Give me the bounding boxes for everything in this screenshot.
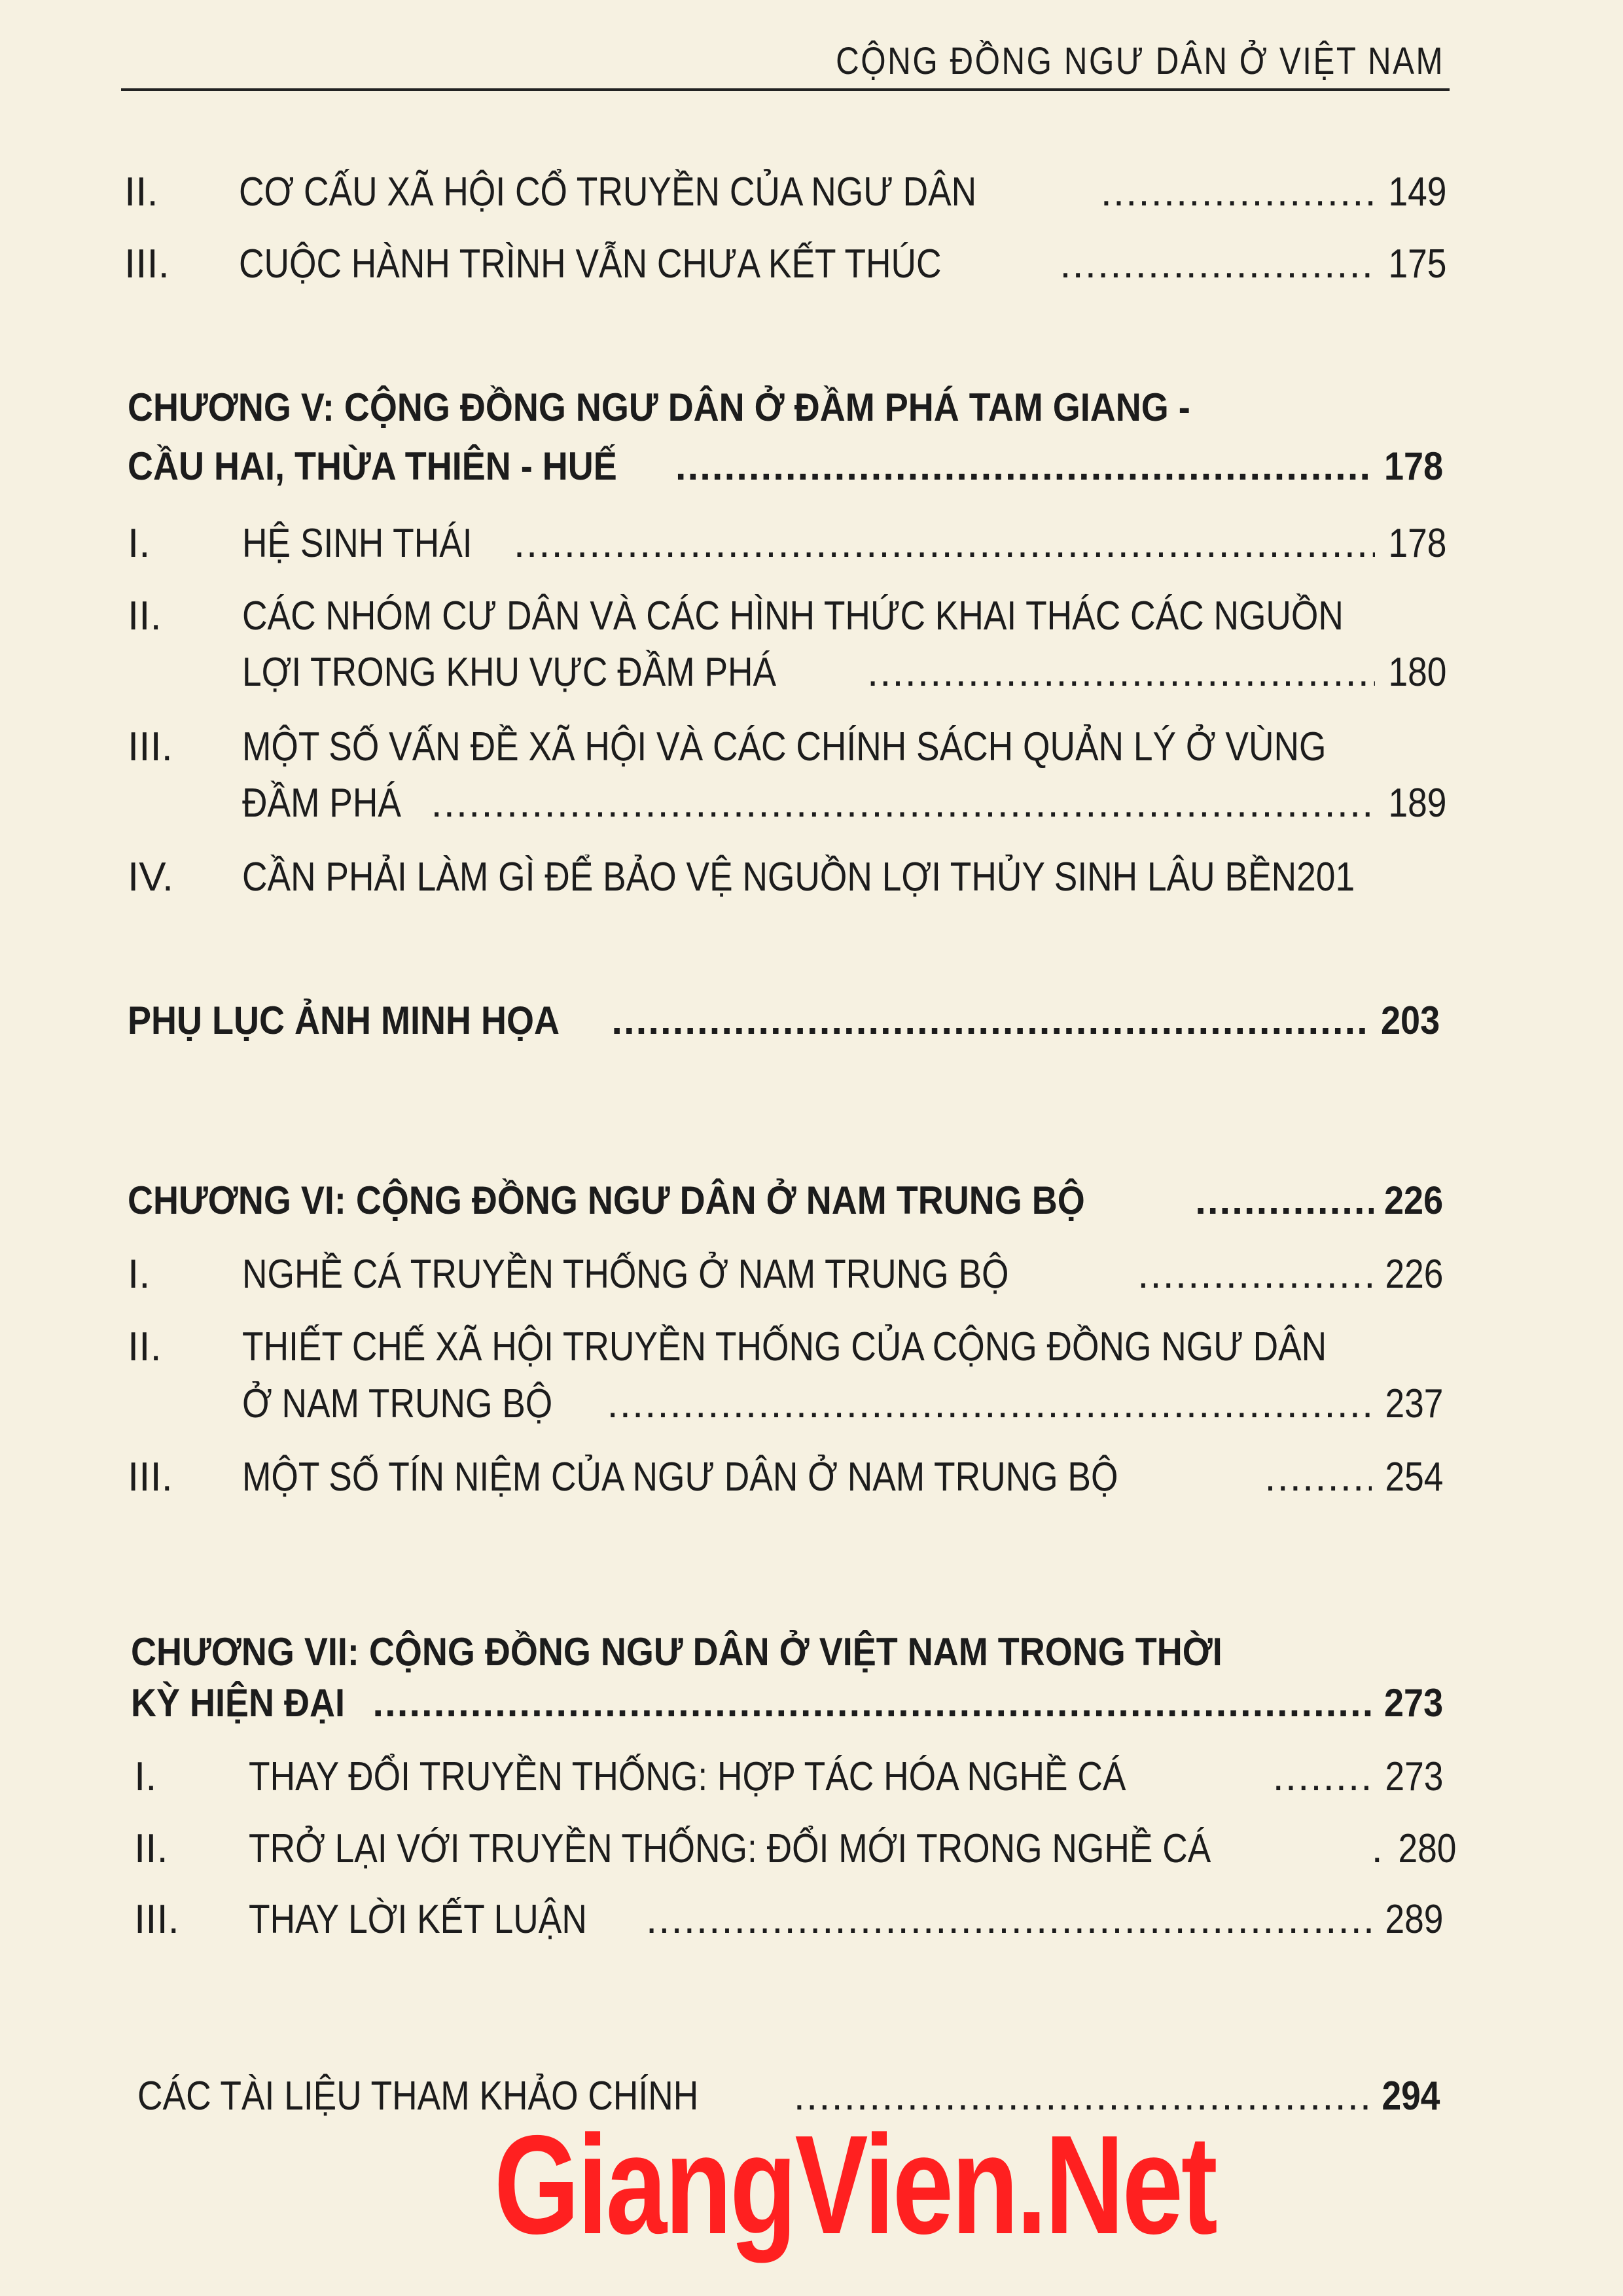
chapter-page: 273 xyxy=(1383,1681,1443,1725)
entry-page: 289 xyxy=(1385,1897,1443,1942)
entry-page: 149 xyxy=(1388,169,1446,215)
toc-entry[interactable] xyxy=(128,520,1446,567)
chapter-title: KỲ HIỆN ĐẠI xyxy=(131,1681,346,1725)
entry-page: 226 xyxy=(1385,1252,1443,1297)
chapter-title: CẦU HAI, THỪA THIÊN - HUẾ xyxy=(128,444,617,488)
entry-number: III. xyxy=(128,1455,173,1500)
dot-leader xyxy=(1060,241,1374,281)
entry-title: THIẾT CHẾ XÃ HỘI TRUYỀN THỐNG CỦA CỘNG ĐỒNG NGƯ DÂN xyxy=(242,1324,1327,1369)
entry-page: 237 xyxy=(1385,1381,1443,1426)
toc-entry[interactable] xyxy=(128,724,1446,770)
entry-page: 178 xyxy=(1388,521,1446,566)
chapter-heading[interactable]: CHƯƠNG V: CỘNG ĐỒNG NGƯ DÂN Ở ĐẦM PHÁ TAM GIANG - xyxy=(128,385,1190,429)
toc-entry-cont[interactable] xyxy=(242,780,1446,826)
chapter-title: CHƯƠNG VI: CỘNG ĐỒNG NGƯ DÂN Ở NAM TRUNG BỘ xyxy=(128,1178,1085,1222)
references-page: 294 xyxy=(1382,2074,1440,2119)
toc-entry[interactable] xyxy=(128,854,1446,900)
entry-title: LỢI TRONG KHU VỰC ĐẦM PHÁ xyxy=(242,650,777,695)
entry-title: THAY LỜI KẾT LUẬN xyxy=(249,1897,587,1942)
toc-entry[interactable] xyxy=(128,1251,1443,1298)
entry-number: II. xyxy=(124,169,158,215)
entry-number: II. xyxy=(128,1324,162,1369)
entry-page: 273 xyxy=(1385,1754,1443,1799)
entry-number: II. xyxy=(134,1826,168,1871)
toc-entry[interactable] xyxy=(134,1826,1457,1872)
entry-title: ĐẦM PHÁ xyxy=(242,781,401,826)
entry-number: III. xyxy=(128,724,173,769)
chapter-heading[interactable]: CHƯƠNG VII: CỘNG ĐỒNG NGƯ DÂN Ở VIỆT NAM TRONG THỜI xyxy=(131,1630,1222,1674)
entry-number: III. xyxy=(134,1897,179,1942)
toc-entry[interactable] xyxy=(128,1454,1443,1500)
entry-title: MỘT SỐ TÍN NIỆM CỦA NGƯ DÂN Ở NAM TRUNG BỘ xyxy=(242,1455,1118,1500)
entry-page: 280 xyxy=(1398,1826,1457,1871)
entry-title: CẦN PHẢI LÀM GÌ ĐỂ BẢO VỆ NGUỒN LỢI THỦY SINH LÂU BỀN201 xyxy=(242,855,1355,900)
references-title: CÁC TÀI LIỆU THAM KHẢO CHÍNH xyxy=(137,2074,699,2119)
toc-entry[interactable] xyxy=(124,241,1446,287)
dot-leader xyxy=(611,998,1370,1037)
dot-leader xyxy=(431,780,1374,821)
chapter-page: 178 xyxy=(1383,444,1443,488)
entry-page: 180 xyxy=(1388,650,1446,695)
dot-leader xyxy=(675,444,1374,483)
dot-leader xyxy=(1273,1754,1372,1794)
toc-entry[interactable] xyxy=(124,169,1446,215)
toc-appendix[interactable] xyxy=(128,998,1440,1043)
chapter-heading[interactable] xyxy=(128,1178,1443,1223)
toc-entry-cont[interactable] xyxy=(242,649,1446,696)
appendix-page: 203 xyxy=(1380,998,1440,1042)
entry-title: NGHỀ CÁ TRUYỀN THỐNG Ở NAM TRUNG BỘ xyxy=(242,1252,1009,1297)
toc-entry[interactable] xyxy=(134,1754,1443,1800)
entry-page: 254 xyxy=(1385,1455,1443,1500)
dot-leader xyxy=(867,649,1375,690)
dot-leader xyxy=(646,1896,1372,1937)
dot-leader xyxy=(1101,169,1375,209)
chapter-heading-cont[interactable] xyxy=(131,1680,1443,1725)
entry-number: I. xyxy=(128,521,151,566)
running-title: CỘNG ĐỒNG NGƯ DÂN Ở VIỆT NAM xyxy=(835,40,1444,82)
dot-leader xyxy=(1264,1454,1371,1494)
entry-title: HỆ SINH THÁI xyxy=(242,521,473,566)
entry-page: 189 xyxy=(1388,781,1446,826)
entry-number: III. xyxy=(124,241,169,287)
entry-title: MỘT SỐ VẤN ĐỀ XÃ HỘI VÀ CÁC CHÍNH SÁCH QUẢN LÝ Ở VÙNG xyxy=(242,724,1327,769)
appendix-title: PHỤ LỤC ẢNH MINH HỌA xyxy=(128,998,560,1042)
page-header xyxy=(121,20,1450,91)
toc-entry[interactable] xyxy=(128,593,1446,639)
dot-leader xyxy=(1372,1826,1385,1866)
entry-number: I. xyxy=(134,1754,157,1799)
dot-leader xyxy=(1195,1178,1374,1217)
entry-title: CƠ CẤU XÃ HỘI CỔ TRUYỀN CỦA NGƯ DÂN xyxy=(239,169,977,215)
entry-title: CÁC NHÓM CƯ DÂN VÀ CÁC HÌNH THỨC KHAI THÁC CÁC NGUỒN xyxy=(242,593,1344,639)
entry-number: IV. xyxy=(128,855,174,900)
toc-entry[interactable] xyxy=(128,1324,1443,1370)
entry-number: II. xyxy=(128,593,162,639)
chapter-page: 226 xyxy=(1383,1178,1443,1222)
entry-title: THAY ĐỔI TRUYỀN THỐNG: HỢP TÁC HÓA NGHỀ CÁ xyxy=(249,1754,1126,1799)
entry-page: 175 xyxy=(1388,241,1446,287)
toc-entry-cont[interactable] xyxy=(242,1381,1443,1427)
entry-title: CUỘC HÀNH TRÌNH VẪN CHƯA KẾT THÚC xyxy=(239,241,942,287)
dot-leader xyxy=(514,520,1375,561)
dot-leader xyxy=(607,1381,1372,1421)
toc-entry[interactable] xyxy=(134,1896,1443,1943)
chapter-heading-cont[interactable] xyxy=(128,444,1443,489)
entry-title: TRỞ LẠI VỚI TRUYỀN THỐNG: ĐỔI MỚI TRONG NGHỀ CÁ xyxy=(249,1826,1211,1871)
watermark-logo: GiangVien.Net xyxy=(494,2106,1216,2263)
dot-leader xyxy=(372,1680,1374,1720)
dot-leader xyxy=(1137,1251,1371,1292)
entry-number: I. xyxy=(128,1252,151,1297)
entry-title: Ở NAM TRUNG BỘ xyxy=(242,1381,553,1426)
